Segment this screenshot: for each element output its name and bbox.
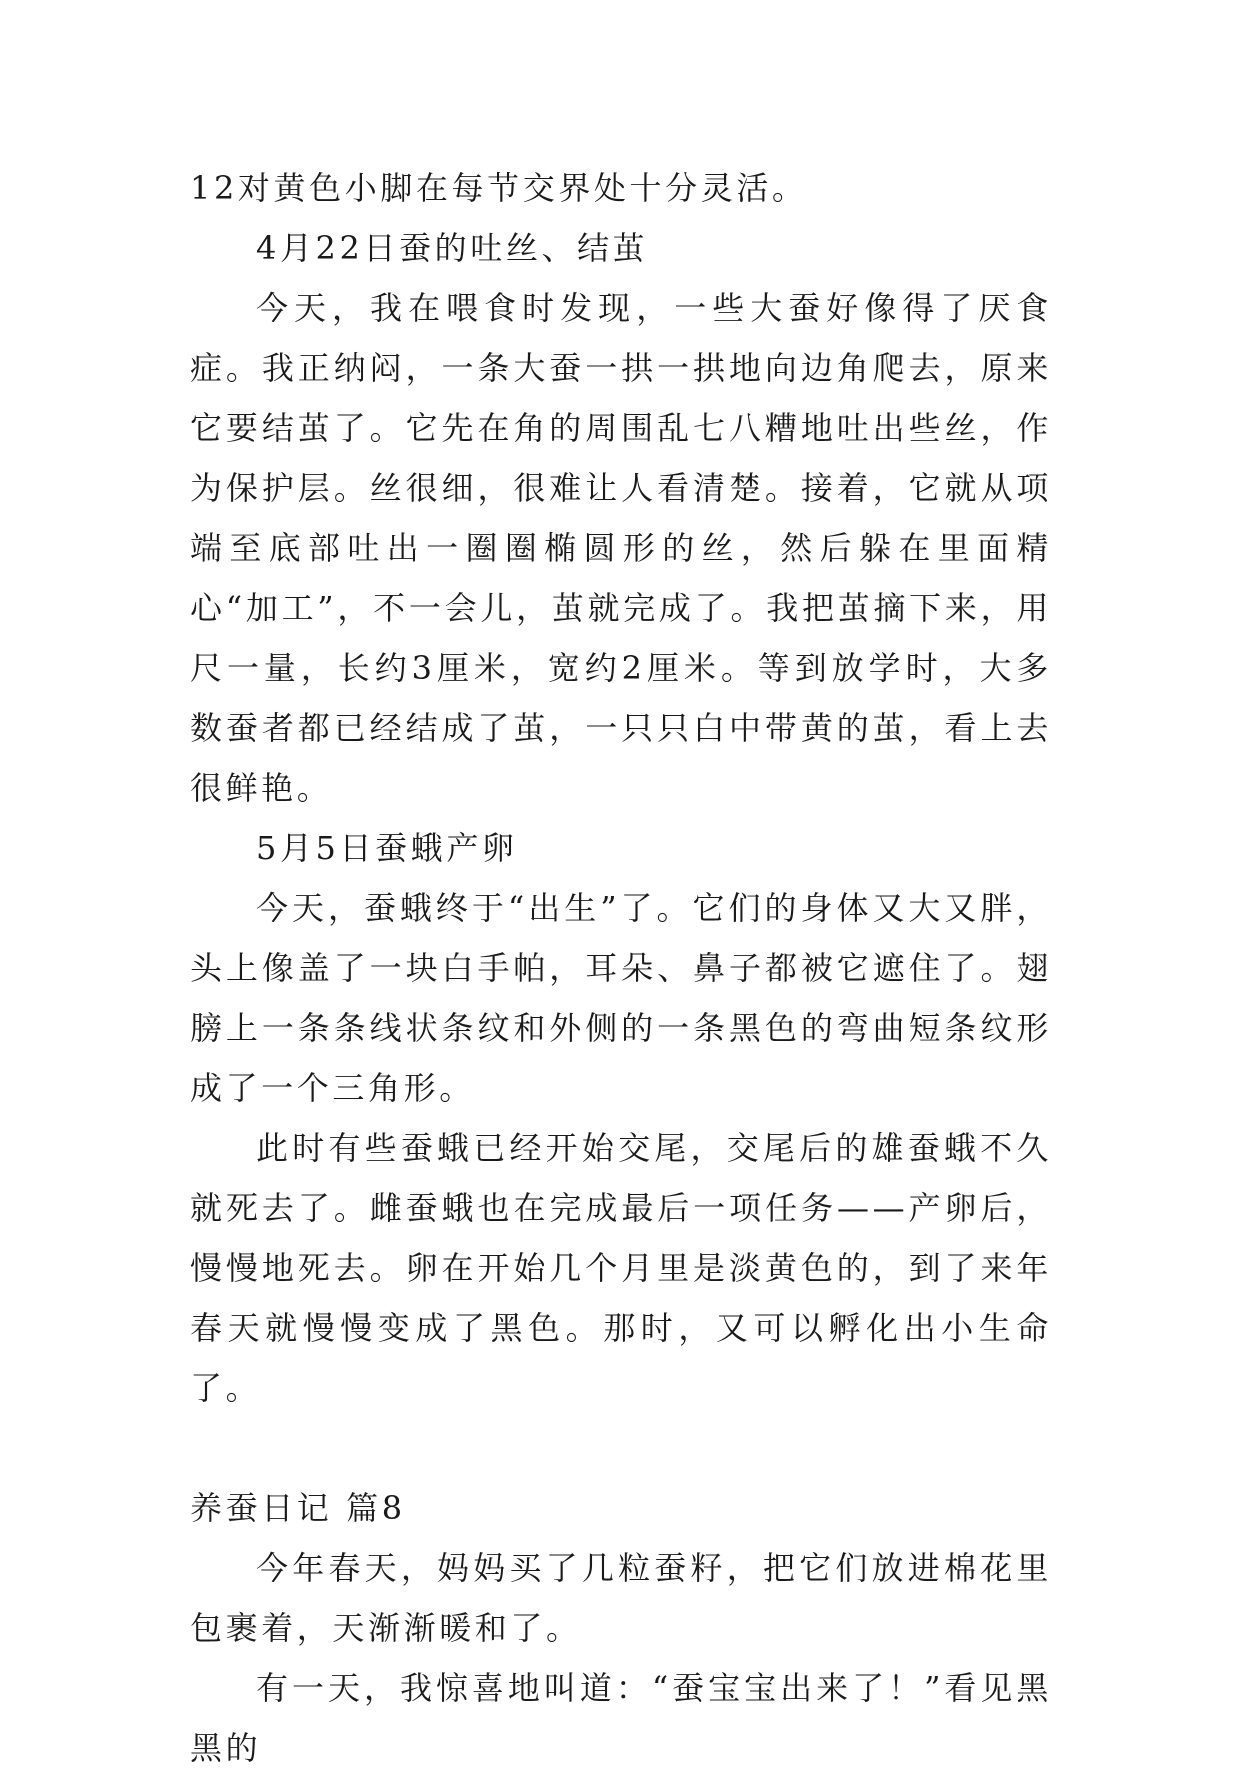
continuation-paragraph: 12对黄色小脚在每节交界处十分灵活。 [190,169,808,207]
article-title: 养蚕日记 篇8 [190,1489,406,1527]
diary-entry-paragraph-0422: 今天，我在喂食时发现，一些大蚕好像得了厌食症。我正纳闷，一条大蚕一拱一拱地向边角爬去，原来它要结茧了。它先在角的周围乱七八糟地吐出些丝，作为保护层。丝很细，很难让人看清楚。接着，它就从项端至底部吐出一圈圈椭圆形的丝，然后躲在里面精心“加工”，不一会儿，茧就完成了。我把茧摘下来，用尺一量，长约3厘米，宽约2厘米。等到放学时，大多数蚕者都已经结成了茧，一只只白中带黄的茧，看上去很鲜艳。 [190,289,1052,807]
diary-entry-paragraph-0505-2: 此时有些蚕蛾已经开始交尾，交尾后的雄蚕蛾不久就死去了。雌蚕蛾也在完成最后一项任务——产卵后，慢慢地死去。卵在开始几个月里是淡黄色的，到了来年春天就慢慢变成了黑色。那时，又可以孵化出小生命了。 [190,1129,1052,1407]
diary-entry-paragraph-0505-1: 今天，蚕蛾终于“出生”了。它们的身体又大又胖，头上像盖了一块白手帕，耳朵、鼻子都被它遮住了。翅膀上一条条线状条纹和外侧的一条黑色的弯曲短条纹形成了一个三角形。 [190,889,1052,1107]
diary-entry-heading-0505: 5月5日蚕蛾产卵 [256,829,518,867]
article-paragraph-2: 有一天，我惊喜地叫道：“蚕宝宝出来了！”看见黑黑的 [190,1669,1052,1767]
diary-entry-heading-0422: 4月22日蚕的吐丝、结茧 [256,229,649,267]
article-paragraph-1: 今年春天，妈妈买了几粒蚕籽，把它们放进棉花里包裹着，天渐渐暖和了。 [190,1549,1052,1647]
document-body [190,158,1052,1778]
